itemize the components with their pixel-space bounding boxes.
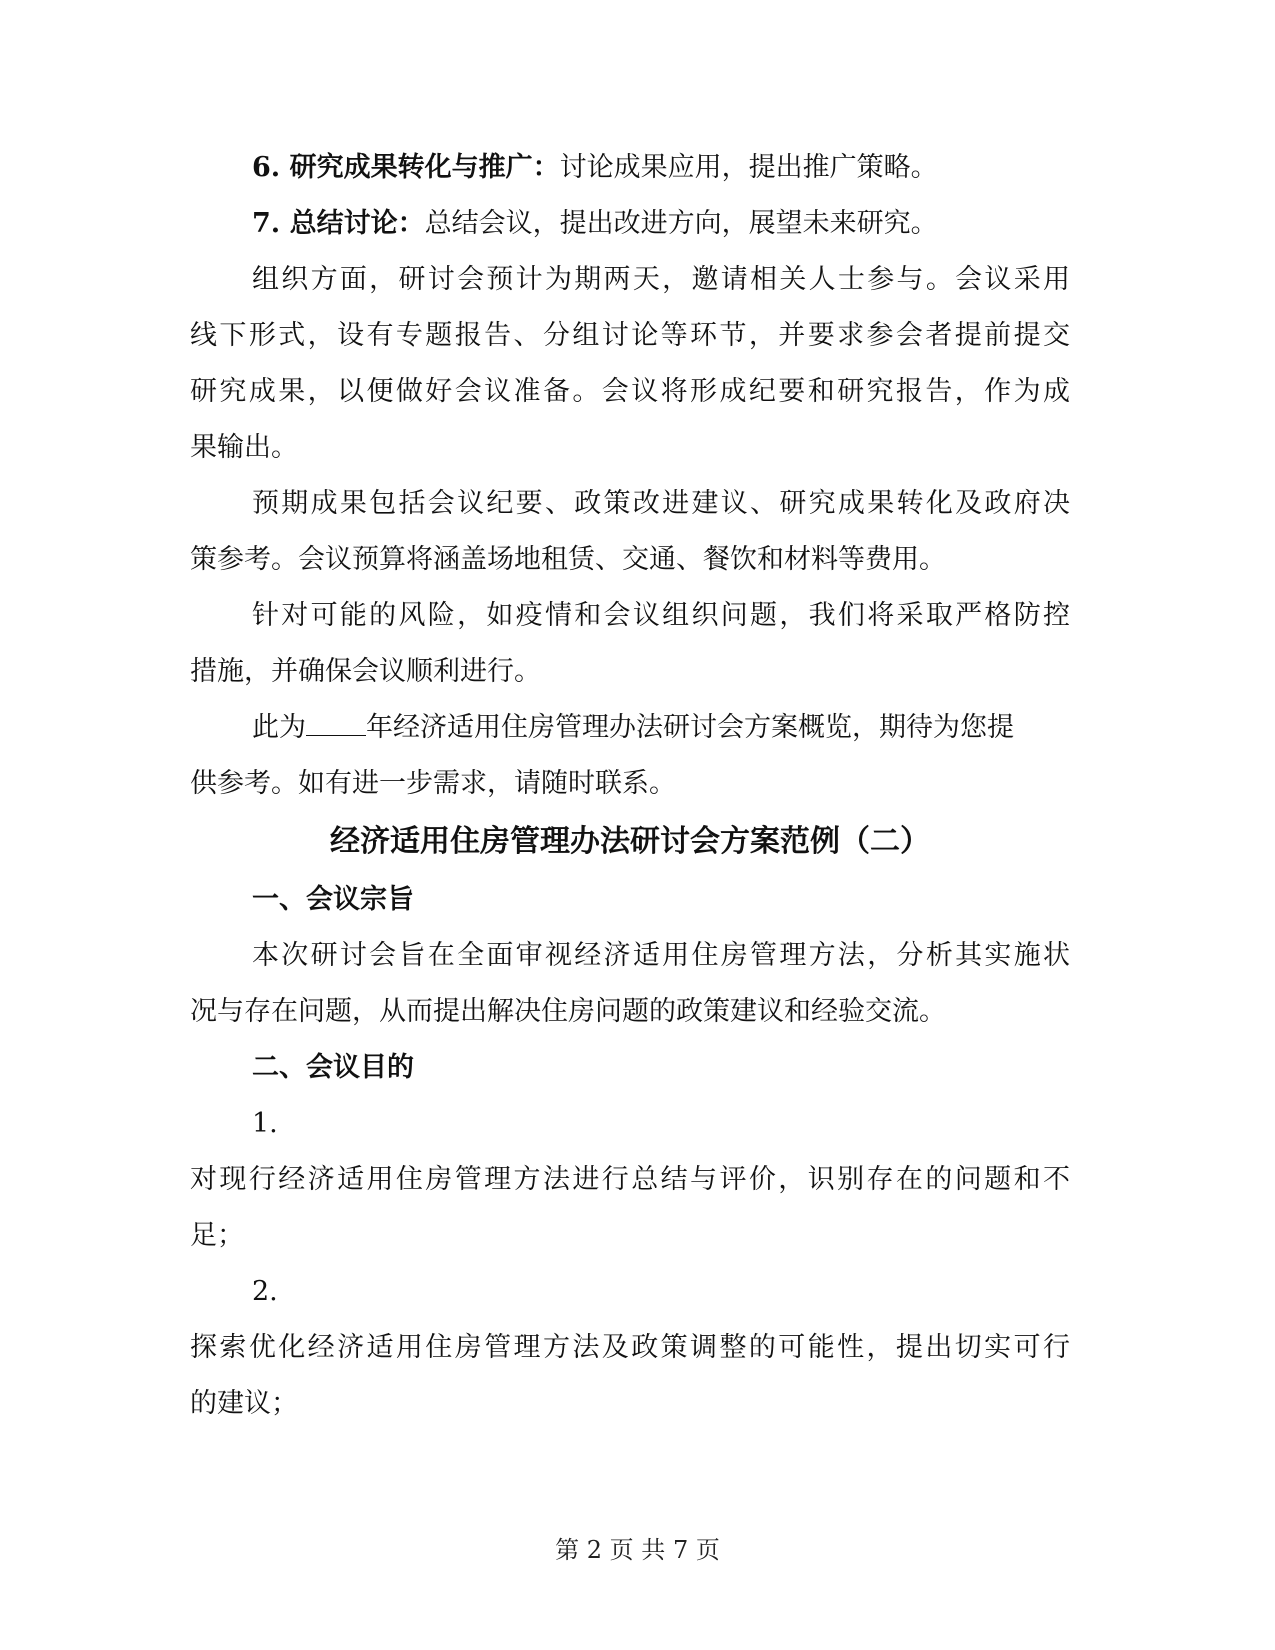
closing-suffix: 年经济适用住房管理办法研讨会方案概览，期待为您提 <box>366 712 1014 743</box>
paragraph-line: 探索优化经济适用住房管理方法及政策调整的可能性，提出切实可行 <box>190 1332 1070 1363</box>
goal-item-1 <box>190 1096 1070 1264</box>
list-item-7 <box>190 196 1070 252</box>
paragraph-line: 供参考。如有进一步需求，请随时联系。 <box>190 768 676 799</box>
page-footer: 第 2 页 共 7 页 <box>555 1536 720 1564</box>
heading-purpose: 一、会议宗旨 <box>252 884 414 915</box>
paragraph-line: 况与存在问题，从而提出解决住房问题的政策建议和经验交流。 <box>190 996 946 1027</box>
paragraph-line: 措施，并确保会议顺利进行。 <box>190 656 541 687</box>
paragraph-line: 预期成果包括会议纪要、政策改进建议、研究成果转化及政府决 <box>252 488 1070 519</box>
document-page <box>190 140 1070 1432</box>
heading-goals: 二、会议目的 <box>252 1052 414 1083</box>
item-6-text: 讨论成果应用，提出推广策略。 <box>559 152 938 183</box>
goal-number: 2. <box>252 1276 278 1307</box>
paragraph-line: 果输出。 <box>190 432 298 463</box>
paragraph-line: 足； <box>190 1220 244 1251</box>
year-blank <box>306 711 366 736</box>
paragraph-line: 针对可能的风险，如疫情和会议组织问题，我们将采取严格防控 <box>252 600 1070 631</box>
section-title: 经济适用住房管理办法研讨会方案范例（二） <box>330 824 930 859</box>
paragraph-line: 组织方面，研讨会预计为期两天，邀请相关人士参与。会议采用 <box>252 264 1070 295</box>
paragraph-line: 研究成果，以便做好会议准备。会议将形成纪要和研究报告，作为成 <box>190 376 1070 407</box>
paragraph-line: 对现行经济适用住房管理方法进行总结与评价，识别存在的问题和不 <box>190 1164 1070 1195</box>
closing-prefix: 此为 <box>252 712 306 743</box>
paragraph-line: 本次研讨会旨在全面审视经济适用住房管理方法，分析其实施状 <box>252 940 1070 971</box>
paragraph-line: 线下形式，设有专题报告、分组讨论等环节，并要求参会者提前提交 <box>190 320 1070 351</box>
paragraph-line: 策参考。会议预算将涵盖场地租赁、交通、餐饮和材料等费用。 <box>190 544 946 575</box>
paragraph-closing <box>190 700 1070 812</box>
paragraph-expected-results <box>190 476 1070 588</box>
paragraph-line <box>190 700 1070 756</box>
paragraph-organization <box>190 252 1070 476</box>
item-6-label: 6. 研究成果转化与推广： <box>252 152 560 183</box>
goal-item-2 <box>190 1264 1070 1432</box>
item-7-text: 总结会议，提出改进方向，展望未来研究。 <box>424 208 938 239</box>
goal-number: 1. <box>252 1108 278 1139</box>
paragraph-purpose <box>190 928 1070 1040</box>
paragraph-line: 的建议； <box>190 1388 298 1419</box>
paragraph-risk <box>190 588 1070 700</box>
item-7-label: 7. 总结讨论： <box>252 208 425 239</box>
list-item-6 <box>190 140 1070 196</box>
